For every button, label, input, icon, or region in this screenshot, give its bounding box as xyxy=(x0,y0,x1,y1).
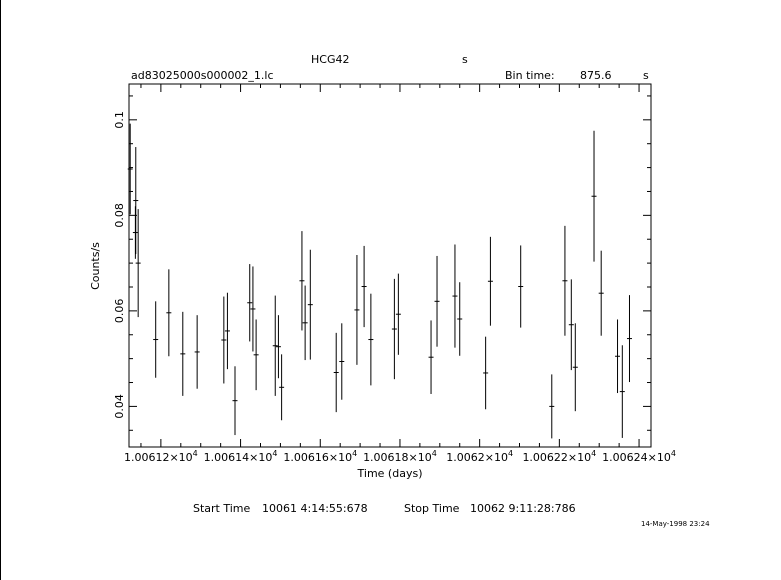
data-point xyxy=(627,295,632,382)
data-point xyxy=(392,279,397,379)
data-point xyxy=(573,323,578,411)
x-tick-exponent: 4 xyxy=(431,449,437,458)
x-tick-exponent: 4 xyxy=(272,449,278,458)
data-point xyxy=(128,124,133,215)
data-point xyxy=(569,279,574,370)
x-tick-label: $1.00618\times 10^4$ xyxy=(363,449,437,464)
data-point xyxy=(354,255,359,365)
data-point xyxy=(299,231,304,330)
y-axis-label: Counts/s xyxy=(89,242,102,290)
data-point xyxy=(339,323,344,399)
data-point xyxy=(592,131,597,262)
data-series xyxy=(128,124,632,439)
data-point xyxy=(180,312,185,396)
data-point xyxy=(457,282,462,356)
data-point xyxy=(250,266,255,351)
y-tick-label: 0.04 xyxy=(113,394,126,419)
x-tick-exponent: 4 xyxy=(507,449,514,458)
data-point xyxy=(273,296,278,396)
data-point xyxy=(483,337,488,410)
y-tick-label: 0.08 xyxy=(113,203,126,228)
stop-time-value: 10062 9:11:28:786 xyxy=(470,502,576,515)
date-stamp: 14-May-1998 23:24 xyxy=(641,520,710,528)
data-point xyxy=(303,286,308,361)
x-tick-label: $1.00612\times 10^4$ xyxy=(123,449,198,464)
data-point xyxy=(232,366,237,435)
data-point xyxy=(334,333,339,412)
x-axis-ticks xyxy=(124,84,676,464)
data-point xyxy=(615,319,620,393)
data-point xyxy=(435,256,440,347)
x-tick-exponent: 4 xyxy=(192,449,198,458)
data-point xyxy=(518,245,523,327)
data-point xyxy=(599,251,604,336)
data-point xyxy=(452,244,457,347)
data-point xyxy=(221,297,226,384)
stop-time-label: Stop Time xyxy=(404,502,460,515)
file-name: ad83025000s000002_1.lc xyxy=(131,69,274,82)
start-time-value: 10061 4:14:55:678 xyxy=(262,502,368,515)
y-axis-ticks xyxy=(113,96,651,430)
object-name: HCG42 xyxy=(311,53,350,66)
bin-time-value: 875.6 xyxy=(580,69,612,82)
data-point xyxy=(195,315,200,389)
data-point xyxy=(136,209,141,317)
x-tick-label: $1.0062\times 10^4$ xyxy=(446,449,514,464)
data-point xyxy=(368,294,373,386)
data-point xyxy=(254,319,259,390)
data-point xyxy=(396,274,401,355)
x-tick-exponent: 4 xyxy=(591,449,597,458)
data-point xyxy=(153,301,158,377)
data-point xyxy=(562,226,567,336)
data-point xyxy=(429,320,434,394)
x-tick-label: $1.00616\times 10^4$ xyxy=(283,449,358,464)
data-point xyxy=(308,250,313,360)
start-time-label: Start Time xyxy=(193,502,251,515)
x-tick-exponent: 4 xyxy=(352,449,358,458)
data-point xyxy=(279,354,284,420)
data-point xyxy=(488,237,493,326)
x-tick-label: $1.00624\times 10^4$ xyxy=(602,449,676,464)
data-point xyxy=(362,246,367,327)
y-tick-label: 0.1 xyxy=(113,111,126,129)
data-point xyxy=(276,315,281,378)
x-tick-label: $1.00614\times 10^4$ xyxy=(203,449,278,464)
x-tick-exponent: 4 xyxy=(670,449,676,458)
x-tick-label: $1.00622\times 10^4$ xyxy=(522,449,597,464)
y-tick-label: 0.06 xyxy=(113,298,126,324)
data-point xyxy=(549,374,554,438)
object-unit: s xyxy=(462,53,468,66)
data-point xyxy=(133,147,138,254)
data-point xyxy=(247,264,252,341)
data-point xyxy=(225,293,230,369)
data-point xyxy=(166,269,171,356)
data-point xyxy=(620,345,625,438)
bin-time-unit: s xyxy=(643,69,649,82)
plot-frame xyxy=(129,84,651,447)
bin-time-label: Bin time: xyxy=(505,69,555,82)
x-axis-label: Time (days) xyxy=(357,467,423,480)
